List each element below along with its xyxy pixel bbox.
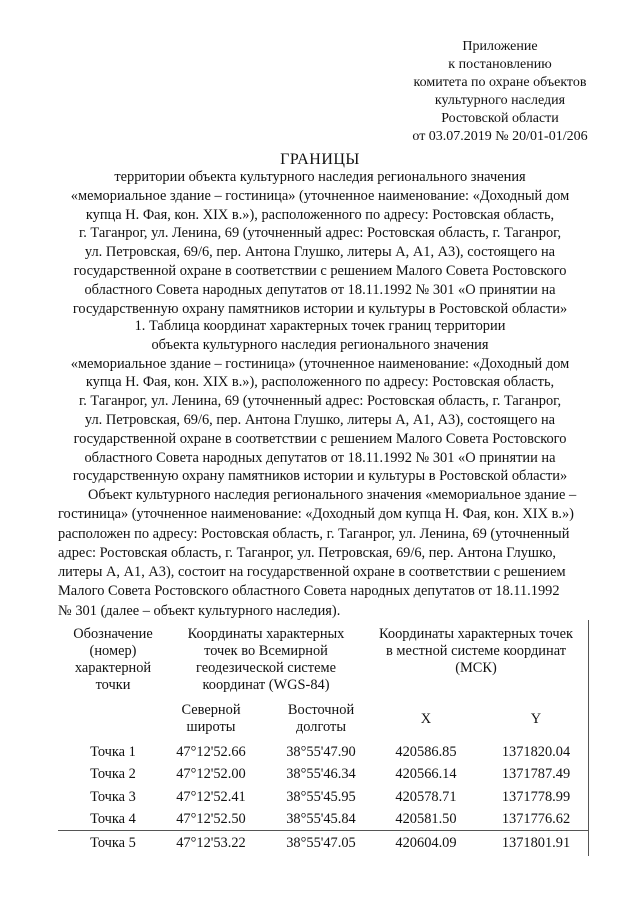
description-line: ул. Петровская, 69/6, пер. Антона Глушко, литеры А, А1, А3), состоящего на (84, 244, 556, 261)
description-line: купца Н. Фая, кон. XIX в.»), расположенного по адресу: Ростовская область, (85, 206, 555, 223)
object-paragraph (58, 486, 606, 621)
annex-line: комитета по охране объектов (413, 75, 587, 90)
y-value: 1371787.49 (501, 766, 571, 782)
caption-line: государственную охрану памятников истории и культуры в Ростовской области» (72, 468, 568, 485)
x-value: 420581.50 (395, 811, 457, 827)
header-text: в местной системе координат (385, 643, 567, 659)
header-text: широты (186, 719, 236, 735)
paragraph-line: Малого Совета Ростовского областного Совета народных депутатов от 18.11.1992 (58, 583, 560, 600)
header-text: (номер) (89, 643, 137, 659)
header-text: Северной (181, 702, 241, 718)
latitude-value: 47°12'52.66 (176, 744, 246, 760)
longitude-value: 38°55'47.05 (286, 835, 356, 851)
longitude-value: 38°55'47.90 (286, 744, 356, 760)
column-divider (588, 620, 589, 856)
description-line: г. Таганрог, ул. Ленина, 69 (уточненный адрес: Ростовская область, г. Таганрог, (78, 225, 562, 242)
header-text: Y (530, 711, 542, 727)
annex-block (380, 38, 620, 146)
subheader-y (486, 711, 586, 728)
point-label: Точка 2 (90, 766, 136, 782)
latitude-value: 47°12'53.22 (176, 835, 246, 851)
header-text: X (420, 711, 432, 727)
header-point-designation (58, 626, 168, 694)
table-caption (40, 317, 600, 486)
description-line: областного Совета народных депутатов от 18.11.1992 № 301 «О принятии на (84, 281, 556, 298)
x-value: 420578.71 (395, 789, 457, 805)
paragraph-line: адрес: Ростовская область, г. Таганрог, ул. Петровская, 69/6, пер. Антона Глушко, (58, 544, 557, 561)
header-wgs84 (168, 626, 364, 694)
header-text: координат (WGS-84) (202, 677, 330, 693)
subheader-longitude (266, 702, 376, 736)
paragraph-line: № 301 (далее – объект культурного наследия). (58, 602, 341, 619)
annex-line: Приложение (462, 39, 538, 54)
caption-line: областного Совета народных депутатов от 18.11.1992 № 301 «О принятии на (84, 449, 556, 466)
header-text: Обозначение (73, 626, 153, 642)
point-label: Точка 3 (90, 789, 136, 805)
paragraph-line: расположен по адресу: Ростовская область, г. Таганрог, ул. Ленина, 69 (уточненный (58, 525, 570, 542)
x-value: 420586.85 (395, 744, 457, 760)
caption-line: 1. Таблица координат характерных точек границ территории (134, 318, 506, 334)
description-line: государственной охране в соответствии с решением Малого Совета Ростовского (73, 262, 567, 279)
x-value: 420604.09 (395, 835, 457, 851)
paragraph-line: литеры А, А1, А3), состоит на государственной охране в соответствии с решением (58, 564, 566, 581)
latitude-value: 47°12'52.00 (176, 766, 246, 782)
header-text: Координаты характерных (187, 626, 345, 642)
latitude-value: 47°12'52.50 (176, 811, 246, 827)
point-label: Точка 4 (90, 811, 136, 827)
caption-line: объекта культурного наследия регионального значения (151, 336, 489, 353)
description-line: государственную охрану памятников истории и культуры в Ростовской области» (72, 300, 568, 317)
y-value: 1371778.99 (501, 789, 571, 805)
paragraph-line: Объект культурного наследия регионального значения «мемориальное здание – (88, 487, 577, 503)
territory-description (40, 168, 600, 318)
caption-line: государственной охране в соответствии с решением Малого Совета Ростовского (73, 430, 567, 447)
y-value: 1371820.04 (501, 744, 571, 760)
y-value: 1371801.91 (501, 835, 571, 851)
longitude-value: 38°55'45.84 (286, 811, 356, 827)
annex-line: культурного наследия (434, 93, 566, 108)
coordinates-table (58, 620, 606, 860)
point-label: Точка 5 (90, 835, 136, 851)
row-divider (58, 830, 589, 831)
header-text: Восточной (287, 702, 355, 718)
description-line: «мемориальное здание – гостиница» (уточненное наименование: «Доходный дом (70, 187, 570, 204)
y-value: 1371776.62 (501, 811, 571, 827)
caption-line: ул. Петровская, 69/6, пер. Антона Глушко, литеры А, А1, А3), состоящего на (84, 411, 556, 428)
latitude-value: 47°12'52.41 (176, 789, 246, 805)
longitude-value: 38°55'46.34 (286, 766, 356, 782)
header-text: характерной (74, 660, 152, 676)
point-label: Точка 1 (90, 744, 136, 760)
annex-line: Ростовской области (441, 111, 559, 126)
caption-line: «мемориальное здание – гостиница» (уточненное наименование: «Доходный дом (70, 355, 570, 372)
annex-line: к постановлению (448, 57, 552, 72)
x-value: 420566.14 (395, 766, 457, 782)
header-text: долготы (295, 719, 346, 735)
paragraph-line: гостиница» (уточненное наименование: «Доходный дом купца Н. Фая, кон. XIX в.») (58, 506, 574, 523)
subheader-x (376, 711, 476, 728)
longitude-value: 38°55'45.95 (286, 789, 356, 805)
header-text: точек во Всемирной (204, 643, 328, 659)
header-msk (364, 626, 588, 677)
annex-line: от 03.07.2019 № 20/01-01/206 (412, 129, 588, 144)
description-line: территории объекта культурного наследия регионального значения (114, 169, 526, 185)
caption-line: купца Н. Фая, кон. XIX в.»), расположенного по адресу: Ростовская область, (85, 374, 555, 391)
document-title: ГРАНИЦЫ (280, 151, 360, 168)
header-text: геодезической системе (196, 660, 336, 676)
subheader-latitude (156, 702, 266, 736)
header-text: Координаты характерных точек (379, 626, 573, 642)
header-text: (МСК) (455, 660, 497, 676)
caption-line: г. Таганрог, ул. Ленина, 69 (уточненный адрес: Ростовская область, г. Таганрог, (78, 393, 562, 410)
header-text: точки (95, 677, 131, 693)
